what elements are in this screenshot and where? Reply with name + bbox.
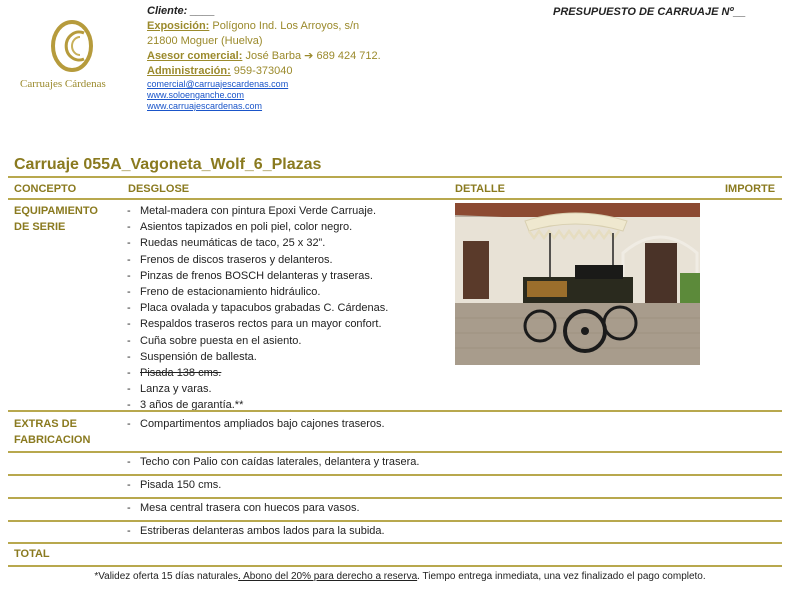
list-item: - Asientos tapizados en poli piel, color negro.	[127, 221, 353, 234]
web-link-carruajes[interactable]: www.carruajescardenas.com	[147, 101, 263, 111]
list-item: - 3 años de garantía.**	[127, 399, 244, 412]
arrow-right-icon: ➔	[304, 50, 314, 62]
list-item-struck: - Pisada 138 cms.	[127, 367, 222, 380]
col-importe: IMPORTE	[725, 183, 776, 195]
title-rule	[8, 176, 782, 178]
list-item: - Respaldos traseros rectos para un mayor confort.	[127, 318, 382, 331]
concept-equipamiento: EQUIPAMIENTO DE SERIE	[14, 205, 98, 233]
exposicion-value: Polígono Ind. Los Arroyos, s/n	[212, 20, 360, 32]
extra-rule	[8, 474, 782, 476]
total-label: TOTAL	[14, 548, 50, 560]
list-item: - Pinzas de frenos BOSCH delanteras y traseras.	[127, 269, 373, 282]
equipamiento-list	[127, 203, 388, 414]
contact-info	[147, 4, 381, 112]
extra-rule	[8, 520, 782, 522]
asesor-label: Asesor comercial:	[147, 50, 243, 62]
col-detalle: DETALLE	[455, 183, 505, 195]
list-item: - Lanza y varas.	[127, 383, 212, 396]
asesor-phone: 689 424 712.	[316, 50, 381, 62]
section-rule	[8, 410, 782, 412]
list-item: - Freno de estacionamiento hidráulico.	[127, 286, 321, 299]
document-title: Carruaje 055A_Vagoneta_Wolf_6_Plazas	[14, 156, 322, 173]
extra-item: - Pisada 150 cms.	[127, 479, 222, 491]
cliente-label: Cliente: ____	[147, 5, 215, 17]
extra-item: - Compartimentos ampliados bajo cajones traseros.	[127, 418, 385, 430]
exposicion-city: 21800 Moguer (Huelva)	[147, 35, 263, 47]
admin-label: Administración:	[147, 65, 231, 77]
col-desglose: DESGLOSE	[128, 183, 190, 195]
email-link[interactable]: comercial@carruajescardenas.com	[147, 79, 289, 89]
carriage-photo	[455, 203, 700, 365]
validity-note: *Validez oferta 15 días naturales. Abono del 20% para derecho a reserva. Tiempo entrega inmediata, una vez finalizado el pago completo.	[94, 571, 706, 582]
list-item: - Suspensión de ballesta.	[127, 350, 257, 363]
concept-extras: EXTRAS DE FABRICACION	[14, 418, 91, 446]
extra-item: - Techo con Palio con caídas laterales, delantera y trasera.	[127, 456, 420, 468]
extra-rule	[8, 451, 782, 453]
presupuesto-number: PRESUPUESTO DE CARRUAJE Nº__	[553, 6, 746, 18]
list-item: - Frenos de discos traseros y delanteros.	[127, 253, 333, 266]
total-rule-top	[8, 542, 782, 544]
extra-item: - Mesa central trasera con huecos para vasos.	[127, 502, 360, 514]
web-link-soloenganche[interactable]: www.soloenganche.com	[147, 90, 245, 100]
asesor-value: José Barba	[245, 50, 302, 62]
list-item: - Cuña sobre puesta en el asiento.	[127, 334, 302, 347]
exposicion-label: Exposición:	[147, 20, 210, 32]
list-item: - Ruedas neumáticas de taco, 25 x 32”.	[127, 237, 326, 250]
list-item: - Metal-madera con pintura Epoxi Verde Carruaje.	[127, 205, 377, 217]
total-rule-bottom	[8, 565, 782, 567]
header-rule	[8, 198, 782, 200]
brand-name: Carruajes Cárdenas	[20, 78, 106, 90]
admin-value: 959-373040	[233, 65, 293, 77]
extra-rule	[8, 497, 782, 499]
col-concepto: CONCEPTO	[14, 183, 77, 195]
list-item: - Placa ovalada y tapacubos grabadas C. Cárdenas.	[127, 302, 389, 315]
extra-item: - Estriberas delanteras ambos lados para la subida.	[127, 525, 385, 537]
